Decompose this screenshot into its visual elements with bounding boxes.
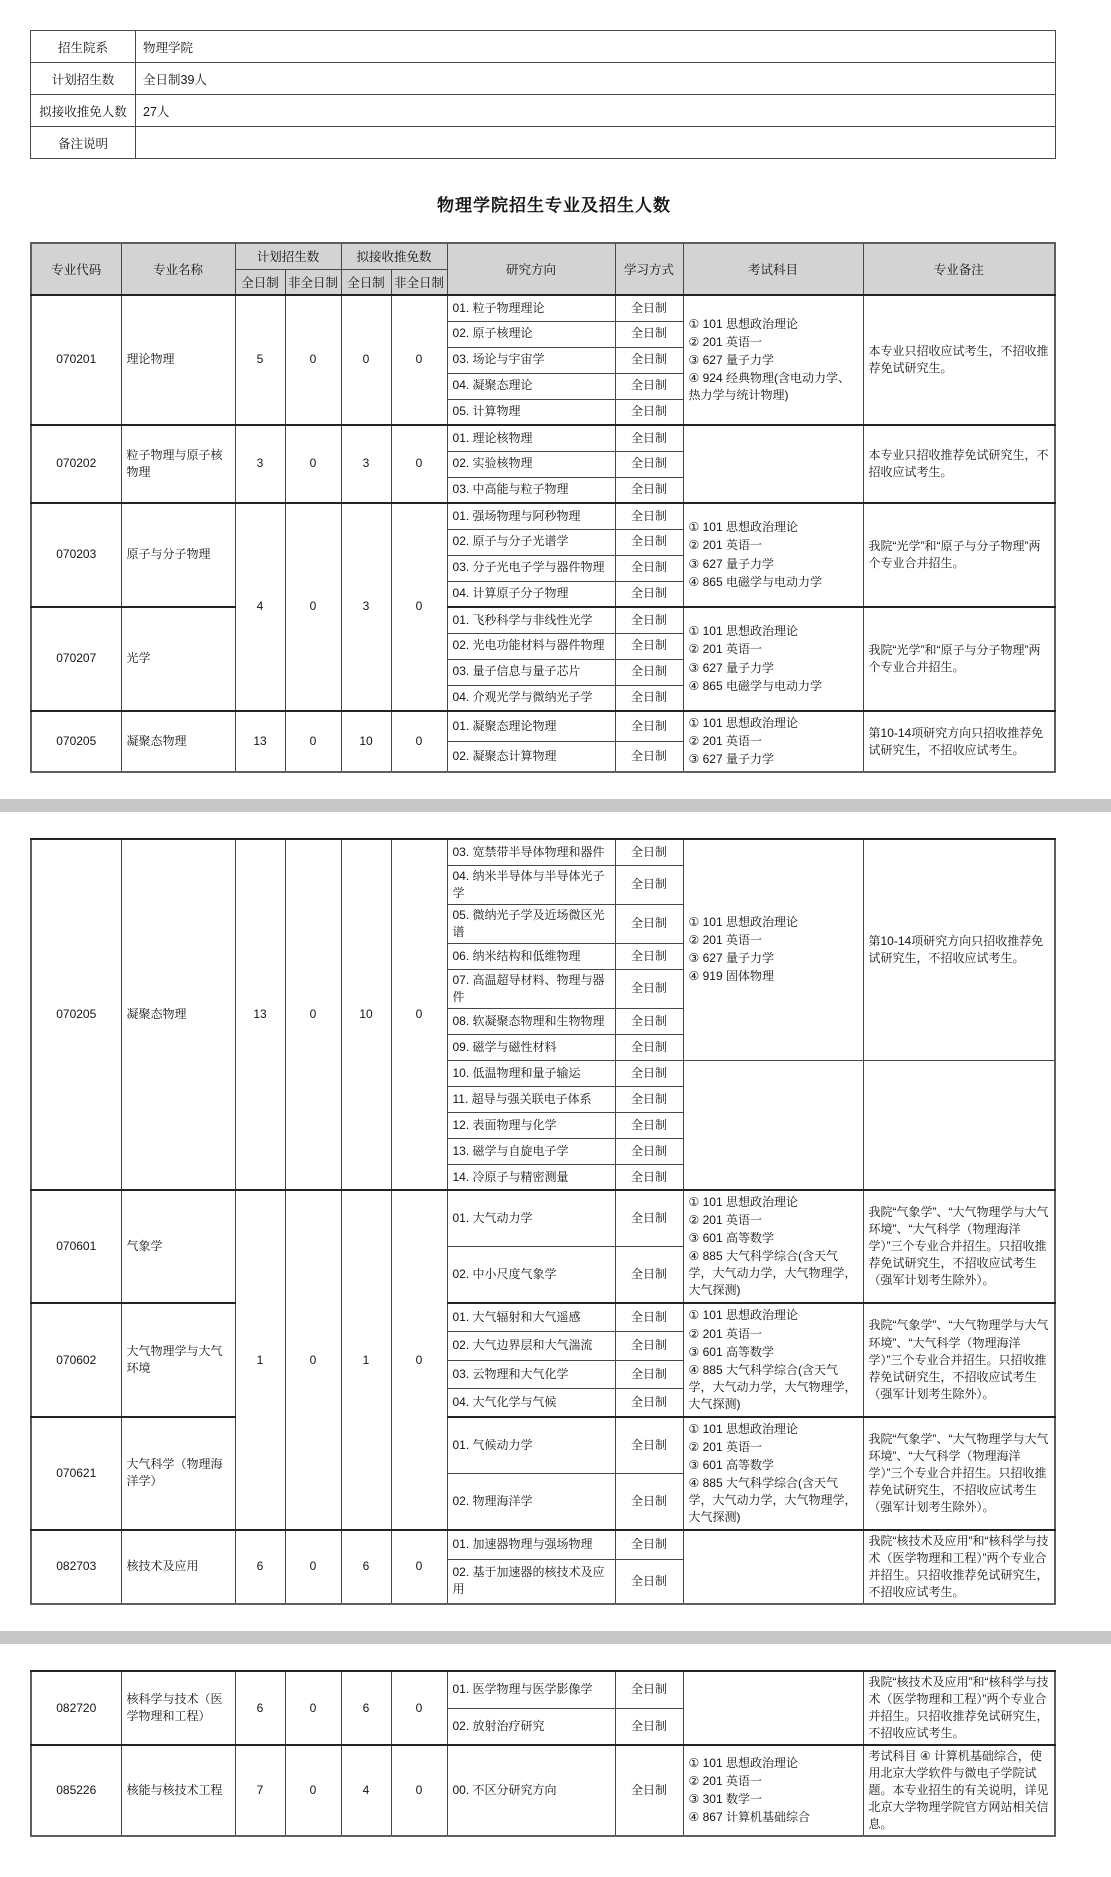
exam-subject-line: ② 201 英语一 [688, 1213, 762, 1228]
summary-row [31, 31, 1056, 63]
cell-research-direction: 02. 中小尺度气象学 [447, 1247, 615, 1304]
cell-remark [863, 1060, 1055, 1190]
exam-subject-line: ② 201 英语一 [688, 642, 762, 657]
cell-remark: 我院“光学”和“原子与分子物理”两个专业合并招生。 [863, 607, 1055, 711]
cell-specialty-name: 气象学 [121, 1190, 235, 1303]
cell-study-mode: 全日制 [615, 865, 683, 904]
cell-research-direction: 01. 大气动力学 [447, 1190, 615, 1247]
cell-exam-subjects [683, 839, 863, 1060]
cell-research-direction: 02. 实验核物理 [447, 451, 615, 477]
exam-subject-line: ④ 885 大气科学综合(含天气学，大气动力学，大气物理学，大气探测) [688, 1362, 857, 1411]
exam-subject-line: ③ 627 量子力学 [688, 556, 774, 571]
cell-specialty-name: 核技术及应用 [121, 1530, 235, 1604]
cell-specialty-code: 070207 [31, 607, 121, 711]
cell-remark: 我院“光学”和“原子与分子物理”两个专业合并招生。 [863, 503, 1055, 607]
cell-study-mode: 全日制 [615, 555, 683, 581]
cell-research-direction: 03. 分子光电子学与器件物理 [447, 555, 615, 581]
table-body [31, 1671, 1055, 1836]
cell-plan-fulltime: 13 [235, 839, 285, 1190]
cell-plan-parttime: 0 [285, 295, 341, 425]
cell-specialty-code: 085226 [31, 1745, 121, 1836]
exam-subject-line: ① 101 思想政治理论 [688, 1421, 798, 1436]
cell-research-direction: 03. 云物理和大气化学 [447, 1360, 615, 1388]
cell-study-mode: 全日制 [615, 1708, 683, 1745]
cell-research-direction: 08. 软凝聚态物理和生物物理 [447, 1008, 615, 1034]
direction-row [31, 295, 1055, 321]
summary-value [136, 127, 1056, 159]
cell-study-mode: 全日制 [615, 1138, 683, 1164]
col-header-remark: 专业备注 [863, 243, 1055, 295]
exam-subject-line: ③ 301 数学一 [688, 1792, 762, 1807]
cell-study-mode: 全日制 [615, 451, 683, 477]
cell-plan-parttime: 0 [285, 425, 341, 503]
middle-section [0, 838, 1111, 1605]
cell-exam-subjects [683, 1190, 863, 1303]
cell-specialty-code: 082720 [31, 1671, 121, 1745]
direction-row [31, 711, 1055, 742]
cell-remark: 我院“气象学”、“大气物理学与大气环境”、“大气科学（物理海洋学）”三个专业合并招生。只招收推荐免试研究生，不招收应试考生（强军计划考生除外）。 [863, 1190, 1055, 1303]
cell-study-mode: 全日制 [615, 1164, 683, 1190]
exam-subject-line: ① 101 思想政治理论 [688, 1756, 798, 1771]
cell-exam-subjects [683, 425, 863, 503]
cell-specialty-code: 070201 [31, 295, 121, 425]
exam-subject-line: ④ 865 电磁学与电动力学 [688, 678, 822, 693]
col-header-name: 专业名称 [121, 243, 235, 295]
cell-specialty-code: 070203 [31, 503, 121, 607]
cell-study-mode: 全日制 [615, 711, 683, 742]
cell-study-mode: 全日制 [615, 477, 683, 503]
cell-study-mode: 全日制 [615, 1332, 683, 1360]
cell-research-direction: 01. 大气辐射和大气遥感 [447, 1303, 615, 1331]
cell-study-mode: 全日制 [615, 347, 683, 373]
cell-exempt-parttime: 0 [391, 1745, 447, 1836]
exam-subject-line: ② 201 英语一 [688, 334, 762, 349]
cell-specialty-name: 大气科学（物理海洋学） [121, 1417, 235, 1530]
exam-subject-line: ③ 627 量子力学 [688, 951, 774, 966]
header-row-groups [31, 243, 1055, 269]
cell-exam-subjects [683, 1060, 863, 1190]
cell-plan-fulltime: 6 [235, 1671, 285, 1745]
exam-subject-line: ④ 919 固体物理 [688, 969, 774, 984]
cell-exempt-fulltime: 10 [341, 839, 391, 1190]
admissions-table-3 [30, 1670, 1056, 1837]
exam-subject-line: ③ 601 高等数学 [688, 1457, 774, 1472]
exam-subject-line: ③ 627 量子力学 [688, 660, 774, 675]
exam-subject-line: ④ 924 经典物理(含电动力学、热力学与统计物理) [688, 371, 850, 403]
exam-subject-line: ① 101 思想政治理论 [688, 915, 798, 930]
admissions-table-1 [30, 242, 1056, 773]
cell-specialty-name: 凝聚态物理 [121, 711, 235, 772]
cell-remark: 我院“气象学”、“大气物理学与大气环境”、“大气科学（物理海洋学）”三个专业合并招生。只招收推荐免试研究生，不招收应试考生（强军计划考生除外）。 [863, 1303, 1055, 1416]
exam-subject-line: ③ 601 高等数学 [688, 1344, 774, 1359]
exam-subject-line: ④ 885 大气科学综合(含天气学，大气动力学，大气物理学，大气探测) [688, 1475, 857, 1524]
cell-research-direction: 07. 高温超导材料、物理与器件 [447, 969, 615, 1008]
cell-plan-fulltime: 7 [235, 1745, 285, 1836]
bottom-section [0, 1670, 1111, 1837]
cell-plan-parttime: 0 [285, 1745, 341, 1836]
direction-row [31, 1190, 1055, 1247]
direction-row [31, 839, 1055, 865]
cell-exempt-parttime: 0 [391, 1530, 447, 1604]
cell-study-mode: 全日制 [615, 742, 683, 773]
table-header [31, 243, 1055, 295]
cell-research-direction: 03. 场论与宇宙学 [447, 347, 615, 373]
col-header-plan-parttime: 非全日制 [285, 269, 341, 295]
direction-row [31, 503, 1055, 529]
cell-specialty-code: 070621 [31, 1417, 121, 1530]
cell-exempt-fulltime: 6 [341, 1530, 391, 1604]
cell-study-mode: 全日制 [615, 1473, 683, 1530]
cell-research-direction: 03. 中高能与粒子物理 [447, 477, 615, 503]
direction-row [31, 1303, 1055, 1331]
cell-exempt-parttime: 0 [391, 1671, 447, 1745]
cell-research-direction: 02. 放射治疗研究 [447, 1708, 615, 1745]
exam-subject-line: ④ 867 计算机基础综合 [688, 1810, 810, 1825]
table-segment-2 [30, 838, 1078, 1605]
exam-subject-line: ② 201 英语一 [688, 1439, 762, 1454]
col-header-exempt-parttime: 非全日制 [391, 269, 447, 295]
admissions-table-2 [30, 838, 1056, 1605]
cell-exam-subjects [683, 295, 863, 425]
cell-research-direction: 01. 医学物理与医学影像学 [447, 1671, 615, 1708]
cell-specialty-name: 核科学与技术（医学物理和工程） [121, 1671, 235, 1745]
cell-research-direction: 02. 原子与分子光谱学 [447, 529, 615, 555]
cell-exam-subjects [683, 1530, 863, 1604]
cell-remark: 我院“核技术及应用”和“核科学与技术（医学物理和工程）”两个专业合并招生。只招收推荐免试研究生，不招收应试考生。 [863, 1530, 1055, 1604]
col-header-plan: 计划招生数 [235, 243, 341, 269]
direction-row [31, 1671, 1055, 1708]
cell-study-mode: 全日制 [615, 839, 683, 865]
col-header-exam: 考试科目 [683, 243, 863, 295]
top-section [0, 30, 1111, 773]
cell-research-direction: 05. 计算物理 [447, 399, 615, 425]
cell-research-direction: 02. 大气边界层和大气湍流 [447, 1332, 615, 1360]
cell-research-direction: 01. 凝聚态理论物理 [447, 711, 615, 742]
exam-subject-line: ① 101 思想政治理论 [688, 1308, 798, 1323]
cell-exempt-fulltime: 10 [341, 711, 391, 772]
cell-research-direction: 11. 超导与强关联电子体系 [447, 1086, 615, 1112]
cell-remark: 第10-14项研究方向只招收推荐免试研究生，不招收应试考生。 [863, 711, 1055, 772]
exam-subject-line: ② 201 英语一 [688, 1774, 762, 1789]
cell-study-mode: 全日制 [615, 943, 683, 969]
cell-remark: 本专业只招收应试考生，不招收推荐免试研究生。 [863, 295, 1055, 425]
cell-study-mode: 全日制 [615, 1671, 683, 1708]
cell-specialty-name: 光学 [121, 607, 235, 711]
cell-plan-fulltime: 6 [235, 1530, 285, 1604]
cell-research-direction: 02. 物理海洋学 [447, 1473, 615, 1530]
col-header-direction: 研究方向 [447, 243, 615, 295]
cell-study-mode: 全日制 [615, 1417, 683, 1474]
cell-study-mode: 全日制 [615, 1559, 683, 1604]
cell-plan-parttime: 0 [285, 1190, 341, 1530]
cell-exempt-parttime: 0 [391, 503, 447, 711]
cell-research-direction: 10. 低温物理和量子输运 [447, 1060, 615, 1086]
cell-exempt-fulltime: 4 [341, 1745, 391, 1836]
col-header-mode: 学习方式 [615, 243, 683, 295]
direction-row [31, 607, 1055, 633]
cell-plan-parttime: 0 [285, 711, 341, 772]
cell-plan-parttime: 0 [285, 839, 341, 1190]
cell-exempt-fulltime: 1 [341, 1190, 391, 1530]
cell-study-mode: 全日制 [615, 659, 683, 685]
cell-specialty-code: 082703 [31, 1530, 121, 1604]
cell-research-direction: 12. 表面物理与化学 [447, 1112, 615, 1138]
cell-exempt-fulltime: 6 [341, 1671, 391, 1745]
cell-remark: 本专业只招收推荐免试研究生，不招收应试考生。 [863, 425, 1055, 503]
cell-research-direction: 04. 纳米半导体与半导体光子学 [447, 865, 615, 904]
cell-research-direction: 13. 磁学与自旋电子学 [447, 1138, 615, 1164]
cell-exempt-parttime: 0 [391, 839, 447, 1190]
exam-subject-line: ② 201 英语一 [688, 933, 762, 948]
cell-specialty-name: 大气物理学与大气环境 [121, 1303, 235, 1416]
cell-exempt-parttime: 0 [391, 295, 447, 425]
cell-study-mode: 全日制 [615, 904, 683, 943]
cell-specialty-name: 原子与分子物理 [121, 503, 235, 607]
exam-subject-line: ③ 627 量子力学 [688, 352, 774, 367]
cell-study-mode: 全日制 [615, 529, 683, 555]
cell-research-direction: 04. 计算原子分子物理 [447, 581, 615, 607]
col-header-exempt: 拟接收推免数 [341, 243, 447, 269]
direction-row [31, 1745, 1055, 1836]
table-segment-1 [30, 242, 1078, 773]
cell-study-mode: 全日制 [615, 1034, 683, 1060]
cell-exempt-parttime: 0 [391, 425, 447, 503]
cell-study-mode: 全日制 [615, 1388, 683, 1416]
cell-research-direction: 05. 微纳光子学及近场微区光谱 [447, 904, 615, 943]
summary-value: 27人 [136, 95, 1056, 127]
cell-study-mode: 全日制 [615, 969, 683, 1008]
cell-study-mode: 全日制 [615, 1008, 683, 1034]
cell-exam-subjects [683, 1417, 863, 1530]
cell-exam-subjects [683, 1745, 863, 1836]
col-header-plan-fulltime: 全日制 [235, 269, 285, 295]
direction-row [31, 1530, 1055, 1559]
cell-remark: 我院“核技术及应用”和“核科学与技术（医学物理和工程）”两个专业合并招生。只招收推荐免试研究生，不招收应试考生。 [863, 1671, 1055, 1745]
cell-study-mode: 全日制 [615, 321, 683, 347]
cell-study-mode: 全日制 [615, 1060, 683, 1086]
exam-subject-line: ② 201 英语一 [688, 1326, 762, 1341]
exam-subject-line: ④ 885 大气科学综合(含天气学，大气动力学，大气物理学，大气探测) [688, 1249, 857, 1298]
exam-subject-line: ① 101 思想政治理论 [688, 316, 798, 331]
cell-plan-parttime: 0 [285, 1671, 341, 1745]
cell-research-direction: 01. 气候动力学 [447, 1417, 615, 1474]
cell-exam-subjects [683, 711, 863, 772]
cell-exam-subjects [683, 1671, 863, 1745]
cell-study-mode: 全日制 [615, 581, 683, 607]
cell-study-mode: 全日制 [615, 503, 683, 529]
cell-study-mode: 全日制 [615, 685, 683, 711]
cell-plan-fulltime: 3 [235, 425, 285, 503]
cell-specialty-name: 核能与核技术工程 [121, 1745, 235, 1836]
cell-specialty-code: 070205 [31, 711, 121, 772]
cell-research-direction: 01. 加速器物理与强场物理 [447, 1530, 615, 1559]
table-segment-3 [30, 1670, 1078, 1837]
cell-study-mode: 全日制 [615, 633, 683, 659]
cell-study-mode: 全日制 [615, 399, 683, 425]
cell-research-direction: 04. 大气化学与气候 [447, 1388, 615, 1416]
cell-exempt-fulltime: 3 [341, 503, 391, 711]
cell-study-mode: 全日制 [615, 1360, 683, 1388]
cell-remark: 第10-14项研究方向只招收推荐免试研究生，不招收应试考生。 [863, 839, 1055, 1060]
summary-label: 计划招生数 [31, 63, 136, 95]
cell-study-mode: 全日制 [615, 1303, 683, 1331]
summary-label: 备注说明 [31, 127, 136, 159]
cell-study-mode: 全日制 [615, 295, 683, 321]
exam-subject-line: ② 201 英语一 [688, 538, 762, 553]
cell-research-direction: 06. 纳米结构和低维物理 [447, 943, 615, 969]
cell-research-direction: 09. 磁学与磁性材料 [447, 1034, 615, 1060]
summary-table [30, 30, 1056, 159]
cell-specialty-code: 070602 [31, 1303, 121, 1416]
table-body [31, 295, 1055, 772]
summary-value: 全日制39人 [136, 63, 1056, 95]
page-break-band-2 [0, 1631, 1111, 1644]
bottom-whitespace [0, 1837, 1111, 1877]
summary-value: 物理学院 [136, 31, 1056, 63]
cell-plan-fulltime: 13 [235, 711, 285, 772]
cell-research-direction: 02. 基于加速器的核技术及应用 [447, 1559, 615, 1604]
cell-exempt-parttime: 0 [391, 711, 447, 772]
cell-study-mode: 全日制 [615, 1112, 683, 1138]
cell-research-direction: 03. 宽禁带半导体物理和器件 [447, 839, 615, 865]
exam-subject-line: ① 101 思想政治理论 [688, 716, 798, 730]
summary-row [31, 95, 1056, 127]
cell-specialty-name: 凝聚态物理 [121, 839, 235, 1190]
cell-specialty-code: 070202 [31, 425, 121, 503]
cell-exempt-parttime: 0 [391, 1190, 447, 1530]
cell-research-direction: 02. 原子核理论 [447, 321, 615, 347]
exam-subject-line: ① 101 思想政治理论 [688, 624, 798, 639]
summary-row [31, 127, 1056, 159]
cell-study-mode: 全日制 [615, 1745, 683, 1836]
cell-plan-parttime: 0 [285, 503, 341, 711]
exam-subject-line: ① 101 思想政治理论 [688, 1195, 798, 1210]
cell-plan-parttime: 0 [285, 1530, 341, 1604]
cell-specialty-name: 粒子物理与原子核物理 [121, 425, 235, 503]
cell-research-direction: 00. 不区分研究方向 [447, 1745, 615, 1836]
cell-research-direction: 01. 粒子物理理论 [447, 295, 615, 321]
cell-specialty-code: 070205 [31, 839, 121, 1190]
cell-research-direction: 02. 凝聚态计算物理 [447, 742, 615, 773]
cell-study-mode: 全日制 [615, 607, 683, 633]
page-break-band-1 [0, 799, 1111, 812]
col-header-code: 专业代码 [31, 243, 121, 295]
page-title: 物理学院招生专业及招生人数 [437, 196, 671, 215]
exam-subject-line: ③ 601 高等数学 [688, 1231, 774, 1246]
cell-remark: 我院“气象学”、“大气物理学与大气环境”、“大气科学（物理海洋学）”三个专业合并招生。只招收推荐免试研究生，不招收应试考生（强军计划考生除外）。 [863, 1417, 1055, 1530]
direction-row [31, 425, 1055, 451]
cell-specialty-code: 070601 [31, 1190, 121, 1303]
direction-row [31, 1417, 1055, 1474]
cell-exam-subjects [683, 1303, 863, 1416]
exam-subject-line: ③ 627 量子力学 [688, 752, 774, 767]
cell-study-mode: 全日制 [615, 1086, 683, 1112]
cell-research-direction: 03. 量子信息与量子芯片 [447, 659, 615, 685]
exam-subject-line: ④ 865 电磁学与电动力学 [688, 574, 822, 589]
cell-study-mode: 全日制 [615, 1247, 683, 1304]
cell-research-direction: 04. 凝聚态理论 [447, 373, 615, 399]
cell-specialty-name: 理论物理 [121, 295, 235, 425]
exam-subject-line: ① 101 思想政治理论 [688, 520, 798, 535]
exam-subject-line: ② 201 英语一 [688, 734, 762, 749]
cell-study-mode: 全日制 [615, 425, 683, 451]
cell-plan-fulltime: 5 [235, 295, 285, 425]
cell-exam-subjects [683, 607, 863, 711]
summary-row [31, 63, 1056, 95]
cell-study-mode: 全日制 [615, 373, 683, 399]
cell-study-mode: 全日制 [615, 1190, 683, 1247]
cell-plan-fulltime: 1 [235, 1190, 285, 1530]
cell-exempt-fulltime: 0 [341, 295, 391, 425]
cell-research-direction: 04. 介观光学与微纳光子学 [447, 685, 615, 711]
cell-exempt-fulltime: 3 [341, 425, 391, 503]
cell-research-direction: 02. 光电功能材料与器件物理 [447, 633, 615, 659]
cell-research-direction: 14. 冷原子与精密测量 [447, 1164, 615, 1190]
cell-research-direction: 01. 强场物理与阿秒物理 [447, 503, 615, 529]
cell-research-direction: 01. 理论核物理 [447, 425, 615, 451]
cell-research-direction: 01. 飞秒科学与非线性光学 [447, 607, 615, 633]
cell-exam-subjects [683, 503, 863, 607]
table-body [31, 839, 1055, 1604]
summary-label: 招生院系 [31, 31, 136, 63]
col-header-exempt-fulltime: 全日制 [341, 269, 391, 295]
cell-study-mode: 全日制 [615, 1530, 683, 1559]
summary-label: 拟接收推免人数 [31, 95, 136, 127]
cell-remark: 考试科目 ④ 计算机基础综合，使用北京大学软件与微电子学院试题。本专业招生的有关说明，详见北京大学物理学院官方网站相关信息。 [863, 1745, 1055, 1836]
cell-plan-fulltime: 4 [235, 503, 285, 711]
